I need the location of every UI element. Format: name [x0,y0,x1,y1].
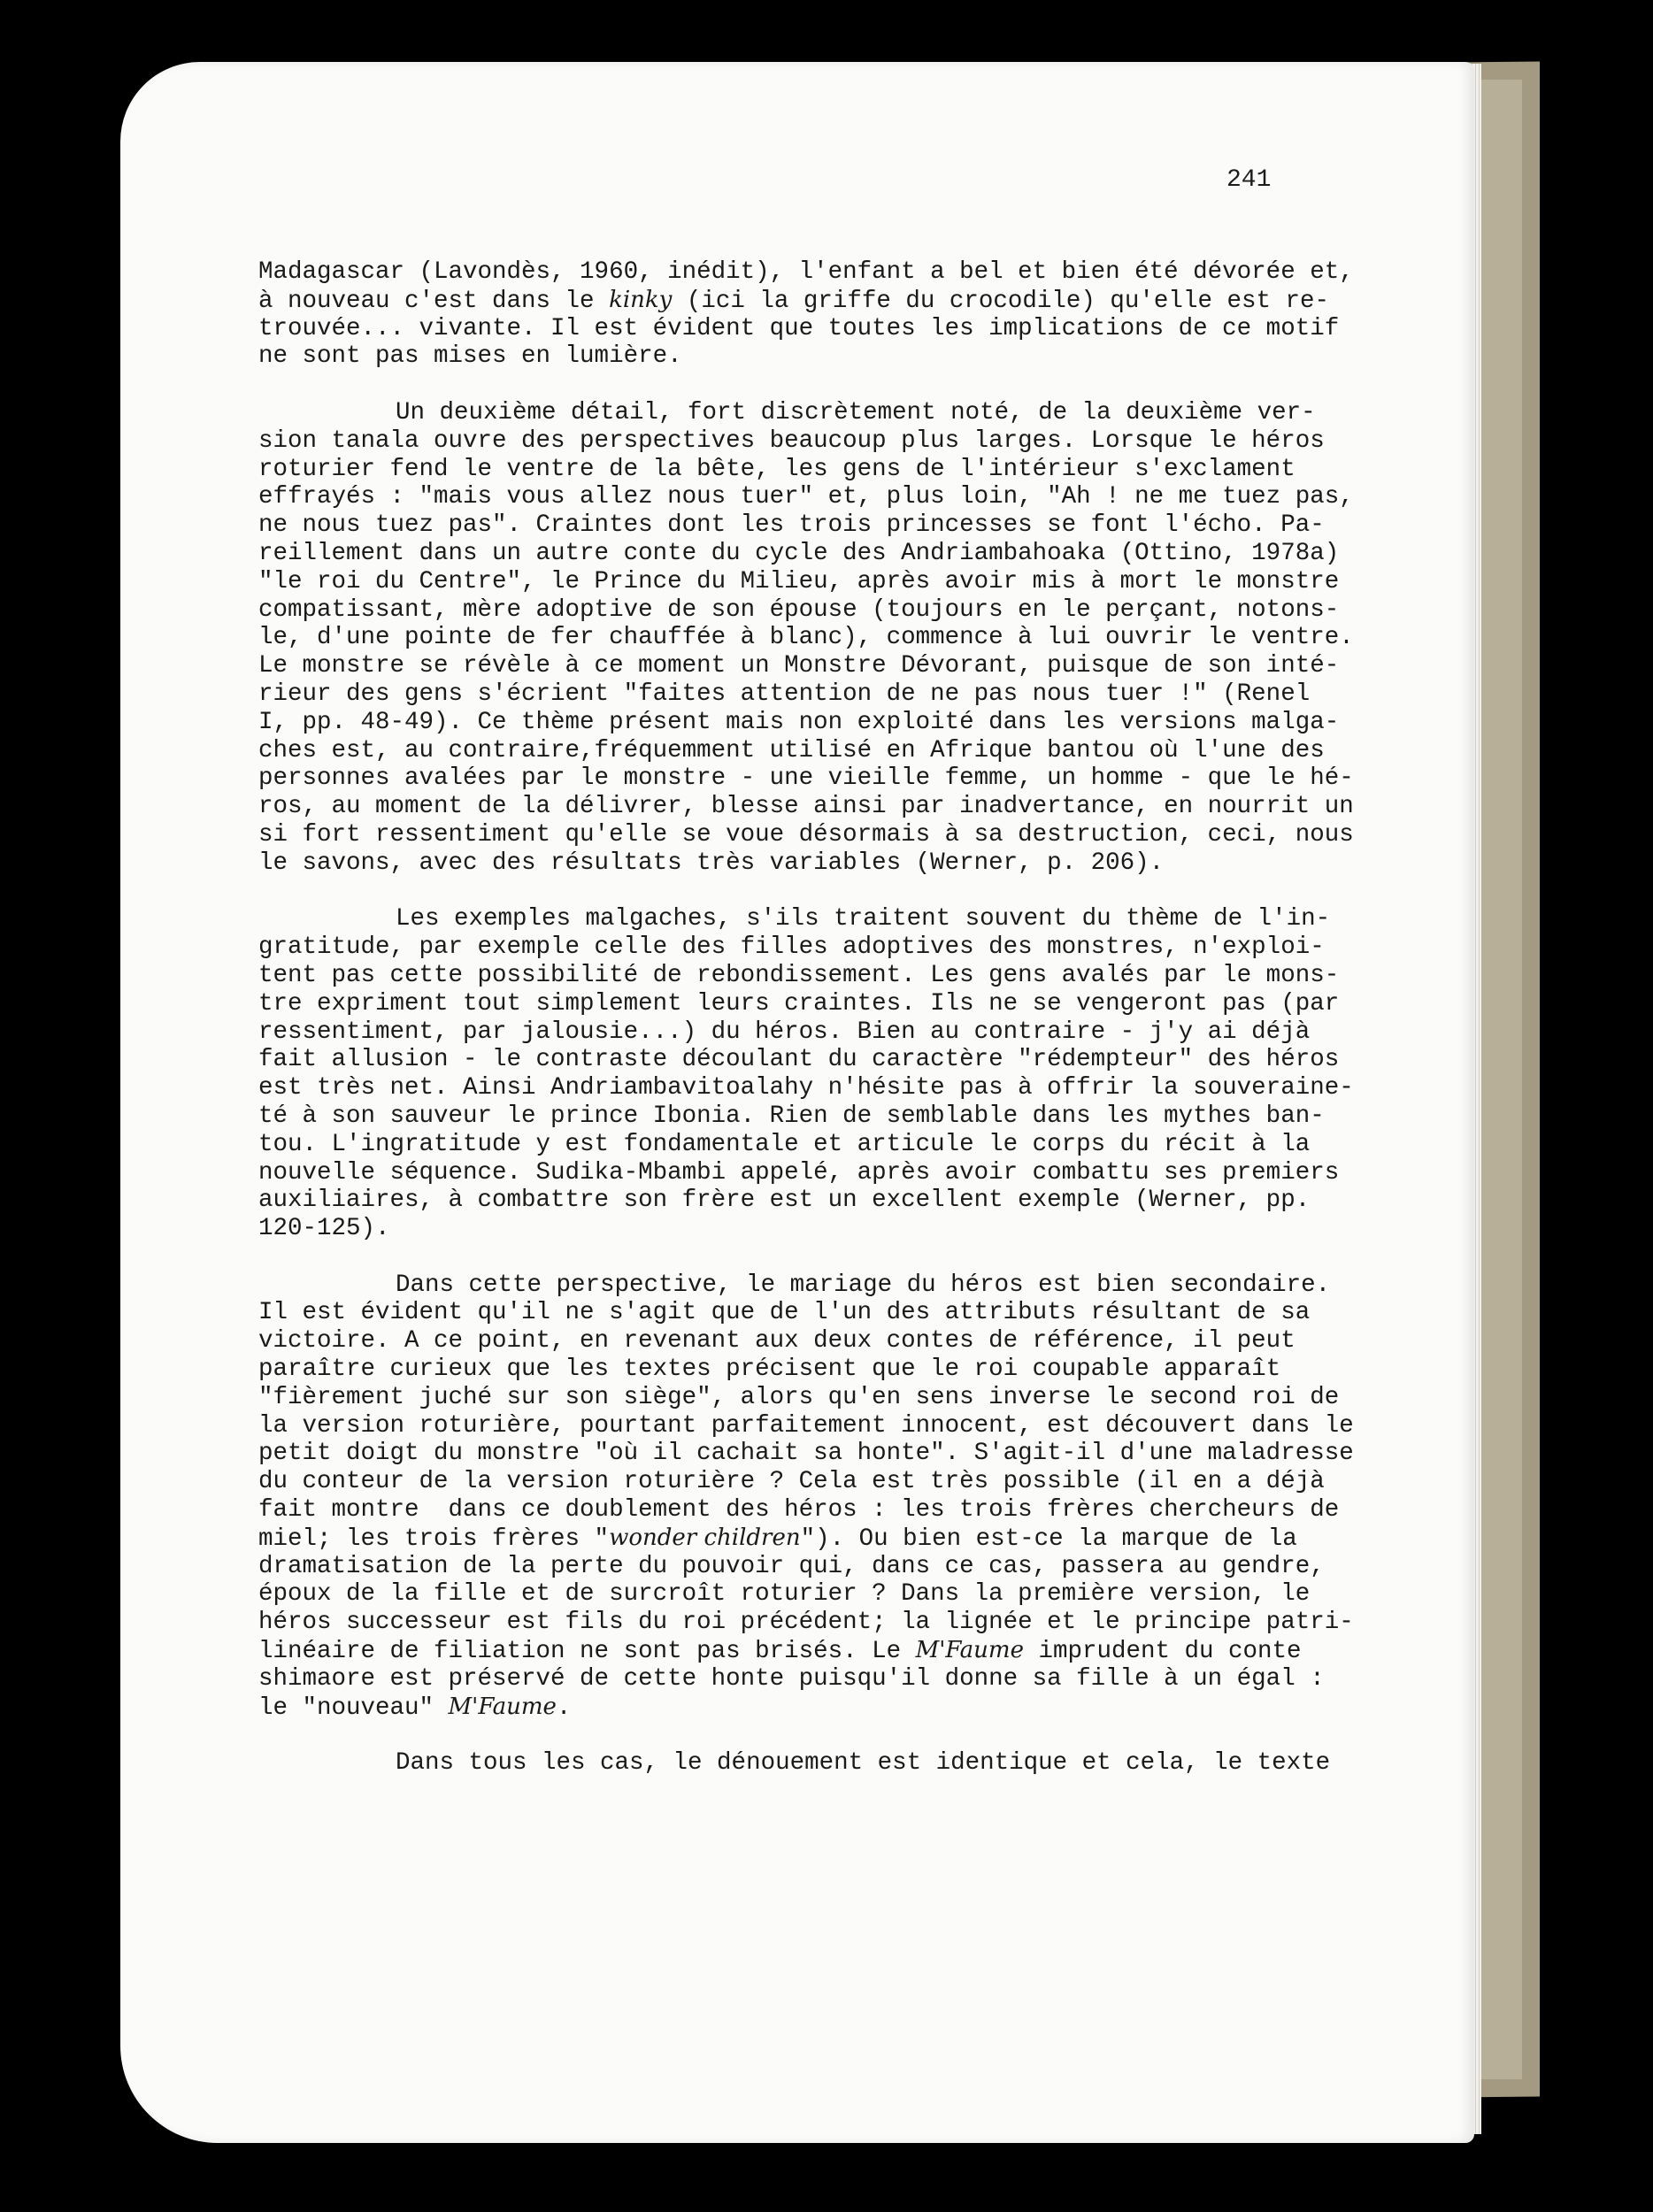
text-line: du conteur de la version roturière ? Cela est très possible (il en a déjà [258,1468,1325,1496]
text-line: Dans cette perspective, le mariage du héros est bien secondaire. [396,1271,1331,1299]
text-line: compatissant, mère adoptive de son épouse (toujours en le perçant, notons- [258,595,1340,624]
text-line: fait montre dans ce doublement des héros : les trois frères chercheurs de [258,1496,1340,1525]
text-line: sion tanala ouvre des perspectives beaucoup plus larges. Lorsque le héros [258,426,1325,455]
text-line: paraître curieux que les textes précisent que le roi coupable apparaît [258,1356,1281,1384]
paragraph-gap [258,1243,1338,1271]
text-line: si fort ressentiment qu'elle se voue désormais à sa destruction, ceci, nous [258,820,1354,849]
paragraph [258,258,1354,371]
text-line: dramatisation de la perte du pouvoir qui, dans ce cas, passera au gendre, [258,1552,1325,1580]
text-line: rieur des gens s'écrient "faites attention de ne pas nous tuer !" (Renel [258,680,1311,708]
text-line: té à son sauveur le prince Ibonia. Rien de semblable dans les mythes ban- [258,1102,1325,1130]
italic-term: kinky [609,286,673,313]
text-line: nouvelle séquence. Sudika-Mbambi appelé, après avoir combattu ses premiers [258,1158,1340,1187]
text-line: Il est évident qu'il ne s'agit que de l'un des attributs résultant de sa [258,1299,1311,1327]
text-line: ne sont pas mises en lumière. [258,342,682,371]
text-line: est très net. Ainsi Andriambavitoalahy n'hésite pas à offrir la souveraine- [258,1074,1354,1102]
text-line: époux de la fille et de surcroît roturier ? Dans la première version, le [258,1580,1311,1609]
text-line: Dans tous les cas, le dénouement est identique et cela, le texte [396,1749,1331,1778]
text-line: tou. L'ingratitude y est fondamentale et articule le corps du récit à la [258,1130,1311,1158]
text-line: shimaore est préservé de cette honte puisqu'il donne sa fille à un égal : [258,1664,1325,1693]
text-line: Le monstre se révèle à ce moment un Monstre Dévorant, puisque de son inté- [258,652,1340,680]
text-line: 120-125). [258,1215,390,1243]
page-number: 241 [1226,166,1272,194]
italic-term: M'Faume [915,1637,1024,1664]
paragraph [258,1749,1338,1778]
italic-term: wonder children [609,1524,801,1551]
text-line: "le roi du Centre", le Prince du Milieu, après avoir mis à mort le monstre [258,567,1340,595]
text-line: gratitude, par exemple celle des filles adoptives des monstres, n'exploi- [258,933,1325,962]
text-line: petit doigt du monstre "où il cachait sa honte". S'agit-il d'une maladresse [258,1440,1354,1468]
text-line: miel; les trois frères "wonder children"). Ou bien est-ce la marque de la [258,1524,1297,1553]
paragraph [258,1271,1354,1722]
text-line: roturier fend le ventre de la bête, les gens de l'intérieur s'exclament [258,455,1295,483]
text-line: ne nous tuez pas". Craintes dont les trois princesses se font l'écho. Pa- [258,511,1325,540]
text-line: reillement dans un autre conte du cycle des Andriambahoaka (Ottino, 1978a) [258,539,1340,567]
text-line: Madagascar (Lavondès, 1960, inédit), l'enfant a bel et bien été dévorée et, [258,258,1354,286]
text-line: à nouveau c'est dans le kinky (ici la griffe du crocodile) qu'elle est re- [258,286,1329,315]
text-line: trouvée... vivante. Il est évident que toutes les implications de ce motif [258,314,1340,342]
text-line: personnes avalées par le monstre - une vieille femme, un homme - que le hé- [258,764,1354,793]
text-line: Les exemples malgaches, s'ils traitent souvent du thème de l'in- [396,905,1331,933]
text-line: auxiliaires, à combattre son frère est un excellent exemple (Werner, pp. [258,1187,1311,1215]
paragraph-gap [258,1721,1338,1749]
paragraph [258,398,1354,878]
text-line: tent pas cette possibilité de rebondissement. Les gens avalés par le mons- [258,961,1340,989]
paragraph [258,905,1354,1243]
text-line: fait allusion - le contraste découlant du caractère "rédempteur" des héros [258,1046,1340,1074]
text-line: le "nouveau" M'Faume. [258,1693,572,1722]
body-text [258,258,1354,1778]
text-line: le, d'une pointe de fer chauffée à blanc), commence à lui ouvrir le ventre. [258,624,1354,652]
text-line: la version roturière, pourtant parfaitement innocent, est découvert dans le [258,1411,1354,1440]
text-line: "fièrement juché sur son siège", alors qu'en sens inverse le second roi de [258,1383,1340,1411]
text-line: ches est, au contraire,fréquemment utilisé en Afrique bantou où l'une des [258,736,1325,764]
text-line: victoire. A ce point, en revenant aux deux contes de référence, il peut [258,1327,1295,1356]
text-line: I, pp. 48-49). Ce thème présent mais non exploité dans les versions malga- [258,708,1340,736]
italic-term: M'Faume [448,1693,557,1720]
text-line: linéaire de filiation ne sont pas brisés. Le M'Faume imprudent du conte [258,1637,1302,1666]
text-line: Un deuxième détail, fort discrètement noté, de la deuxième ver- [396,398,1316,426]
text-line: le savons, avec des résultats très variables (Werner, p. 206). [258,849,1165,877]
text-line: héros successeur est fils du roi précédent; la lignée et le principe patri- [258,1609,1354,1637]
text-line: ressentiment, par jalousie...) du héros. Bien au contraire - j'y ai déjà [258,1018,1311,1046]
text-line: tre expriment tout simplement leurs craintes. Ils ne se vengeront pas (par [258,989,1340,1018]
paragraph-gap [258,878,1338,906]
paragraph-gap [258,371,1338,399]
text-line: effrayés : "mais vous allez nous tuer" et, plus loin, "Ah ! ne me tuez pas, [258,483,1354,511]
text-line: ros, au moment de la délivrer, blesse ainsi par inadvertance, en nourrit un [258,793,1354,821]
